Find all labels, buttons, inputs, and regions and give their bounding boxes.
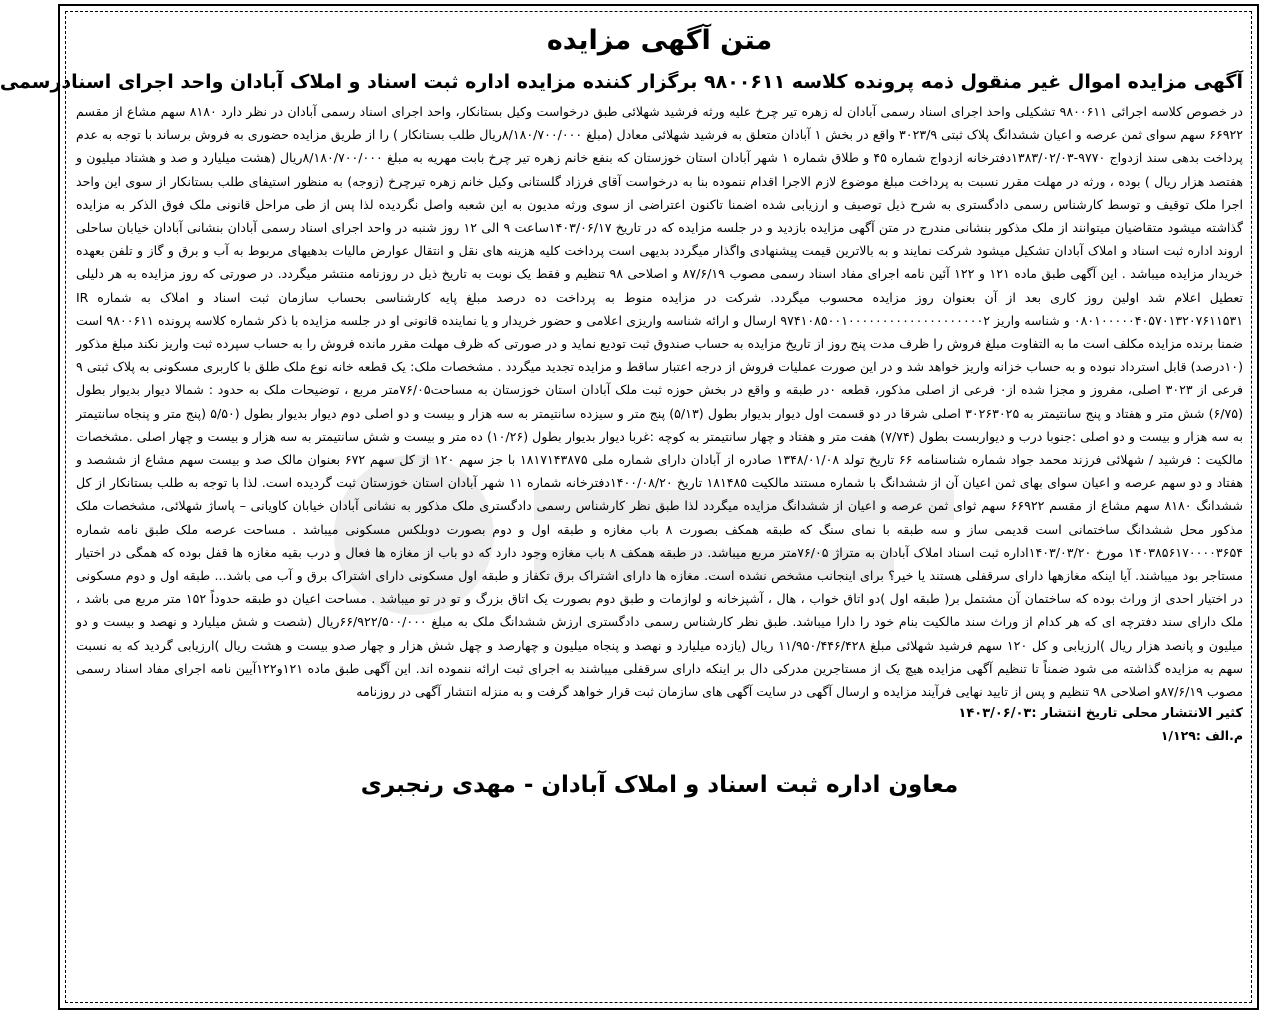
- notice-subtitle: آگهی مزایده اموال غیر منقول ذمه پرونده کلاسه ۹۸۰۰۶۱۱ برگزار کننده مزایده اداره ثبت اسناد و املاک آبادان واحد اجرای اسنادرسمی: [0, 71, 1243, 93]
- reference-code: م.الف :۱/۱۲۹: [1160, 728, 1243, 744]
- publication-date-line: کثیر الانتشار محلی تاریخ انتشار :۱۴۰۳/۰۶/۰۳: [958, 706, 1243, 722]
- signature-line: معاون اداره ثبت اسناد و املاک آبادان - مهدی رنجبری: [360, 772, 959, 799]
- notice-content: [0, 22, 1244, 994]
- notice-body-text: در خصوص کلاسه اجرائی ۹۸۰۰۶۱۱ تشکیلی واحد اجرای اسناد رسمی آبادان له زهره تیر چرخ علیه ورثه فرشید شهلائی طبق درخواست وکیل بستانکار، واحد اجرای اسناد رسمی آبادان در نظر دارد ۸۱۸۰ سهم مشاع از مقسم ۶۶۹۲۲ سهم سوای ثمن عرصه و اعیان ششدانگ پلاک ثبتی ۳۰۲۳/۹ واقع در بخش ۱ آبادان متعلق به فرشید شهلائی معادل (مبلغ ۸/۱۸۰/۷۰۰/۰۰۰ریال طلب بستانکار ) را از طریق مزایده حضوری به فروش برساند با توجه به عدم پرداخت بدهی سند ازدواج ۹۷۷۰-۱۳۸۳/۰۲/۰۳دفترخانه ازدواج شماره ۴۵ و طلاق شماره ۱ شهر آبادان استان خوزستان که بنفع خانم زهره تیر چرخ بابت مهریه به مبلغ ۸/۱۸۰/۷۰۰/۰۰۰ریال (هشت میلیارد و صد و هشتاد میلیون و هفتصد هزار ریال ) بوده ، ورثه در مهلت مقرر نسبت به پرداخت مبلغ موضوع لازم الاجرا اقدام ننموده بنا به درخواست آقای فرزاد گلستانی وکیل خانم زهره تیرچرخ (زوجه) به منظور استیفای طلب بستانکار از سوی این واحد اجرا ملک توقیف و توسط کارشناس رسمی دادگستری به شرح ذیل توصیف و ارزیابی شده اضمنا تاکنون اعتراضی از سوی ورثه مدیون به این شعبه واصل نگردیده لذا پس از طی مراحل قانونی ملک فوق الذکر به مزایده گذاشته میشود متقاضیان میتوانند از ملک مذکور بنشانی مندرج در متن آگهی مزایده بازدید و در جلسه مزایده که در تاریخ ۱۴۰۳/۰۶/۱۷ساعت ۹ الی ۱۲ روز شنبه در واحد اجرای اسناد رسمی آبادان بنشانی آبادان خیابان ساحلی اروند اداره ثبت اسناد و املاک آبادان تشکیل میشود شرکت نمایند و به بالاترین قیمت پیشنهادی واگذار میگردد بدیهی است پرداخت کلیه هزینه های نقل و انتقال عوارض مالیات بدهیهای مربوط به آب و برق و گاز و تلفن بعهده خریدار مزایده میباشد . این آگهی طبق ماده ۱۲۱ و ۱۲۲ آئین نامه اجرای مفاد اسناد رسمی مصوب ۸۷/۶/۱۹ و اصلاحی ۹۸ تنظیم و فقط یک نوبت به تاریخ ذیل در روزنامه منتشر میگردد. در صورتی که روز مزایده به هر دلیلی تعطیل اعلام شد اولین روز کاری بعد از آن بعنوان روز مزایده محسوب میگردد. شرکت در مزایده منوط به پرداخت ده درصد مبلغ پایه کارشناسی بحساب سازمان ثبت اسناد و املاک به شماره IR ۰۸۰۱۰۰۰۰۰۴۰۵۷۰۱۳۲۰۷۶۱۱۵۳۱ و شناسه واریز ۹۷۴۱۰۸۵۰۰۱۰۰۰۰۰۰۰۰۰۰۰۰۰۰۰۰۰۰۰۰۲ ارسال و ارائه شناسه واریزی اعلامی و حضور خریدار و یا نماینده قانونی او در جلسه مزایده با ذکر شماره کلاسه پرونده ۹۸۰۰۶۱۱ است ضمنا برنده مزایده مکلف است ما به التفاوت مبلغ فروش را ظرف مدت پنج روز از تاریخ مزایده به حساب صندوق ثبت تودیع نماید و در صورتی که ظرف مهلت مقرر مانده فروش را به حساب سپرده ثبت واریز نکند مبلغ مذکور (۱۰درصد) قابل استرداد نبوده و به حساب خزانه واریز خواهد شد و در این صورت عملیات فروش از درجه اعتبار ساقط و مزایده تجدید میگردد . مشخصات ملک: یک قطعه خانه نوع ملک طلق با کاربری مسکونی به پلاک ثبتی ۹ فرعی از ۳۰۲۳ اصلی، مفروز و مجزا شده از۰ فرعی از اصلی مذکور، قطعه ۰در طبقه و واقع در بخش حوزه ثبت ملک آبادان استان خوزستان به مساحت۷۶/۰۵متر مربع ، توضیحات ملک به حدود : شمالا دیوار بدیوار بطول (۶/۷۵) شش متر و هفتاد و پنج سانتیمتر به ۳۰۲۶۳۰۲۵ اصلی شرقا در دو قسمت اول دیوار بدیوار بطول (۵/۱۳) پنج متر و سیزده سانتیمتر به سه هزار و بیست و دو اصلی دوم دیوار بدیوار بطول (۵/۵۰ (پنج متر و پنجاه سانتیمتر به سه هزار و بیست و دو اصلی :جنوبا درب و دیواربست بطول (۷/۷۴) هفت متر و هفتاد و چهار سانتیمتر به کوچه :غربا دیوار بدیوار بطول (۱۰/۲۶) ده متر و بیست و شش سانتیمتر به سه هزار و بیست و چهار اصلی .مشخصات مالکیت : فرشید / شهلائی فرزند محمد جواد شماره شناسنامه ۶۶ تاریخ تولد ۱۳۴۸/۰۱/۰۸ صادره از آبادان دارای شماره ملی ۱۸۱۷۱۴۳۸۷۵ با جز سهم ۱۲۰ از کل سهم ۶۷۲ بعنوان مالک صد و بیست سهم مشاع از ششصد و هفتاد و دو سهم عرصه و اعیان سوای بهای ثمن اعیان آن از ششدانگ با شماره مستند مالکیت ۱۸۱۴۸۵ تاریخ ۱۴۰۰/۰۸/۲۰دفترخانه شماره ۱۱ شهر آبادان استان خوزستان ثبت گردیده است. لذا با توجه به طلب بستانکار از کل ششدانگ ۸۱۸۰ سهم مشاع از مقسم ۶۶۹۲۲ سهم ثوای ثمن عرصه و اعیان از ششدانگ مزایده میگردد لذا طبق نظر کارشناس رسمی دادگستری ملک مذکور به نشانی آبادان خیابان کاویانی – پاساژ شهلائی، مشخصات ملک مذکور محل ششدانگ ساختمانی است قدیمی ساز و سه طبقه با نمای سنگ که طبقه همکف بصورت ۸ باب مغازه و طبقه اول و دوم بصورت دوبلکس مسکونی میباشد . مساحت عرصه ملک طبق نامه شماره ۱۴۰۳۸۵۶۱۷۰۰۰۰۳۶۵۴ مورخ ۱۴۰۳/۰۳/۲۰اداره ثبت اسناد املاک آبادان به متراژ ۷۶/۰۵متر مربع میباشد. در طبقه همکف ۸ باب مغازه وجود دارد که دو باب از مغازه ها فعال و درب بقیه مغازه ها قفل بوده که همگی در اختیار مستاجر بود میباشند. آیا اینکه مغازهها دارای سرقفلی هستند یا خیر؟ برای اینجانب مشخص نشده است. مغازه ها دارای اشتراک برق تکفاز و طبقه اول مسکونی دارای اشتراک برق و آب می باشد... طبقه اول و دوم مسکونی در اختیار احدی از وراث بوده که ساختمان آن مشتمل بر( طبقه اول )دو اتاق خواب ، هال ، آشپزخانه و لوازمات و طبق دوم بصورت یک اتاق بزرگ و تو در تو میباشد . مساحت اعیان دو طبقه حدوداً ۱۵۲ متر مربع می باشد ، ملک دارای سند دفترچه ای که هر کدام از وراث سند مالکیت بنام خود را دارا میباشد. طبق نظر کارشناس رسمی دادگستری ارزش ششدانگ ملک به مبلغ ۶۶/۹۲۲/۵۰۰/۰۰۰ریال (شصت و شش میلیارد و نهصد و بیست و دو میلیون و پانصد هزار ریال )ارزیابی و کل ۱۲۰ سهم فرشید شهلائی مبلغ ۱۱/۹۵۰/۴۴۶/۴۲۸ ریال (یازده میلیارد و نهصد و پنجاه میلیون و چهارصد و چهل شش هزار و چهار صدو بیست و هشت ریال )ارزیابی گردید که به نسبت سهم به مزایده گذاشته می شود ضمناً تا تنظیم آگهی مزایده هیچ یک از مستاجرین مدرکی دال بر اینکه دارای سرقفلی میباشند به اجرای ثبت ارائه ننموده اند. این آگهی طبق ماده ۱۲۱و۱۲۲آیین نامه اجرای مفاد اسناد رسمی مصوب ۸۷/۶/۱۹و اصلاحی ۹۸ تنظیم و پس از تایید نهایی فرآیند مزایده و ارسال آگهی در سایت آگهی های سازمان ثبت قرار خواهد گرفت و به منزله انتشار آگهی در روزنامه: [76, 104, 1244, 700]
- main-title: متن آگهی مزایده: [546, 25, 773, 56]
